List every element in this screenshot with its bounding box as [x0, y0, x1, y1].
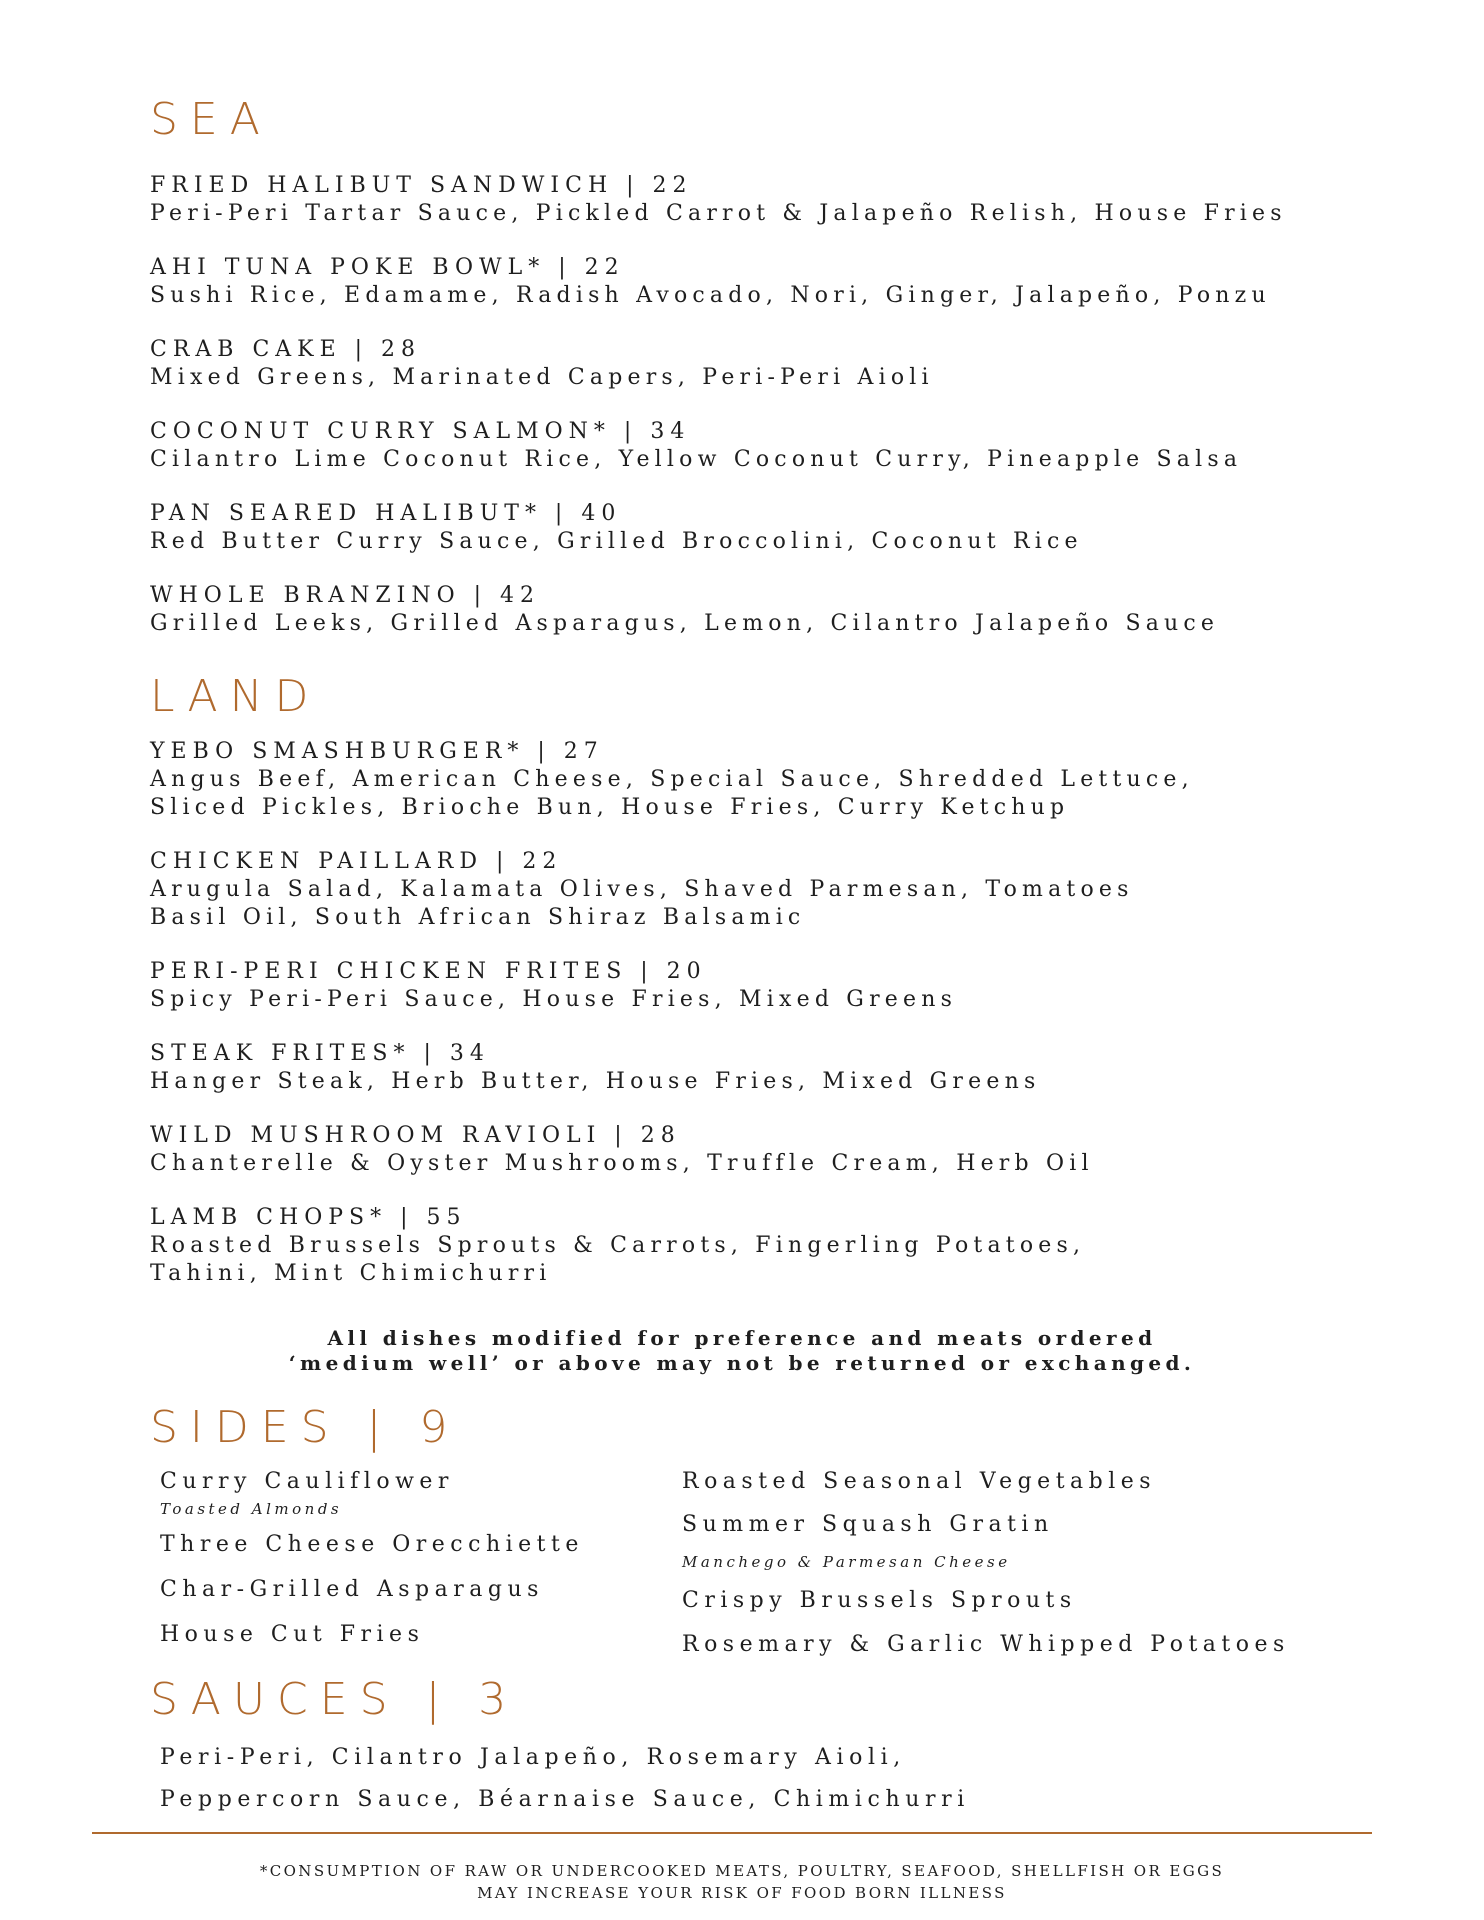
menu-item — [150, 1040, 1400, 1096]
side-item: Rosemary & Garlic Whipped Potatoes — [682, 1632, 1290, 1657]
menu-item — [150, 848, 1400, 932]
item-desc-line: Mixed Greens, Marinated Capers, Peri-Peri Aioli — [150, 365, 934, 390]
item-description — [150, 876, 1400, 932]
item-name: YEBO SMASHBURGER* | 27 — [150, 739, 604, 764]
footer-divider — [92, 1832, 1372, 1834]
note-line: ‘medium well’ or above may not be returned or exchanged. — [288, 1351, 1196, 1375]
item-description — [150, 610, 1400, 638]
item-desc-line: Tahini, Mint Chimichurri — [150, 1261, 552, 1286]
menu-item — [150, 958, 1400, 1014]
item-name: PAN SEARED HALIBUT* | 40 — [150, 501, 622, 526]
item-desc-line: Arugula Salad, Kalamata Olives, Shaved Parmesan, Tomatoes — [150, 877, 1134, 902]
note-line: All dishes modified for preference and meats ordered — [327, 1326, 1157, 1350]
item-desc-line: Peri-Peri Tartar Sauce, Pickled Carrot & Jalapeño Relish, House Fries — [150, 201, 1287, 226]
menu-item — [150, 582, 1400, 638]
item-name: PERI-PERI CHICKEN FRITES | 20 — [150, 959, 707, 984]
item-description — [150, 364, 1400, 392]
item-desc-line: Sliced Pickles, Brioche Bun, House Fries, Curry Ketchup — [150, 795, 1070, 820]
item-description — [150, 1068, 1400, 1096]
sauces-line: Peppercorn Sauce, Béarnaise Sauce, Chimichurri — [160, 1787, 970, 1812]
menu-item — [150, 500, 1400, 556]
consumption-warning — [0, 1860, 1484, 1904]
side-item-note: Manchego & Parmesan Cheese — [682, 1553, 1011, 1571]
item-desc-line: Hanger Steak, Herb Butter, House Fries, Mixed Greens — [150, 1069, 1041, 1094]
menu-item — [150, 738, 1400, 822]
item-desc-line: Angus Beef, American Cheese, Special Sauce, Shredded Lettuce, — [150, 767, 1194, 792]
item-description — [150, 528, 1400, 556]
section-title-sides: SIDES | 9 — [150, 1402, 460, 1453]
item-description — [150, 986, 1400, 1014]
side-item: Crispy Brussels Sprouts — [682, 1588, 1077, 1613]
preference-note — [0, 1326, 1484, 1376]
side-item: Roasted Seasonal Vegetables — [682, 1469, 1157, 1494]
item-name: AHI TUNA POKE BOWL* | 22 — [150, 255, 625, 280]
item-name: COCONUT CURRY SALMON* | 34 — [150, 419, 691, 444]
item-description — [150, 200, 1400, 228]
section-title-sea: SEA — [150, 94, 272, 145]
item-desc-line: Grilled Leeks, Grilled Asparagus, Lemon, Cilantro Jalapeño Sauce — [150, 611, 1220, 636]
footer-line: MAY INCREASE YOUR RISK OF FOOD BORN ILLNESS — [477, 1884, 1007, 1902]
item-description — [150, 282, 1400, 310]
item-name: CHICKEN PAILLARD | 22 — [150, 849, 563, 874]
item-description — [150, 446, 1400, 474]
item-desc-line: Chanterelle & Oyster Mushrooms, Truffle Cream, Herb Oil — [150, 1151, 1094, 1176]
item-desc-line: Sushi Rice, Edamame, Radish Avocado, Nori, Ginger, Jalapeño, Ponzu — [150, 283, 1271, 308]
item-description — [150, 766, 1400, 822]
item-desc-line: Basil Oil, South African Shiraz Balsamic — [150, 905, 806, 930]
item-desc-line: Cilantro Lime Coconut Rice, Yellow Coconut Curry, Pineapple Salsa — [150, 447, 1243, 472]
side-item-note: Toasted Almonds — [160, 1500, 343, 1518]
side-item: House Cut Fries — [160, 1622, 425, 1647]
side-item: Curry Cauliflower — [160, 1469, 454, 1494]
item-desc-line: Red Butter Curry Sauce, Grilled Broccolini, Coconut Rice — [150, 529, 1083, 554]
menu-item — [150, 1122, 1400, 1178]
menu-item — [150, 172, 1400, 228]
side-item: Summer Squash Gratin — [682, 1512, 1054, 1537]
menu-item — [150, 336, 1400, 392]
item-name: WHOLE BRANZINO | 42 — [150, 583, 541, 608]
item-description — [150, 1150, 1400, 1178]
side-item: Three Cheese Orecchiette — [160, 1532, 584, 1557]
footer-line: *CONSUMPTION OF RAW OR UNDERCOOKED MEATS, POULTRY, SEAFOOD, SHELLFISH OR EGGS — [259, 1862, 1225, 1880]
side-item: Char-Grilled Asparagus — [160, 1577, 544, 1602]
section-title-sauces: SAUCES | 3 — [150, 1674, 519, 1725]
item-name: CRAB CAKE | 28 — [150, 337, 422, 362]
item-desc-line: Roasted Brussels Sprouts & Carrots, Fingerling Potatoes, — [150, 1233, 1086, 1258]
menu-item — [150, 1204, 1400, 1288]
menu-item — [150, 254, 1400, 310]
item-name: WILD MUSHROOM RAVIOLI | 28 — [150, 1123, 681, 1148]
sauces-line: Peri-Peri, Cilantro Jalapeño, Rosemary Aioli, — [160, 1745, 906, 1770]
item-name: LAMB CHOPS* | 55 — [150, 1205, 467, 1230]
item-desc-line: Spicy Peri-Peri Sauce, House Fries, Mixed Greens — [150, 987, 958, 1012]
item-name: STEAK FRITES* | 34 — [150, 1041, 490, 1066]
menu-item — [150, 418, 1400, 474]
item-description — [150, 1232, 1400, 1288]
item-name: FRIED HALIBUT SANDWICH | 22 — [150, 173, 693, 198]
section-title-land: LAND — [150, 671, 321, 722]
